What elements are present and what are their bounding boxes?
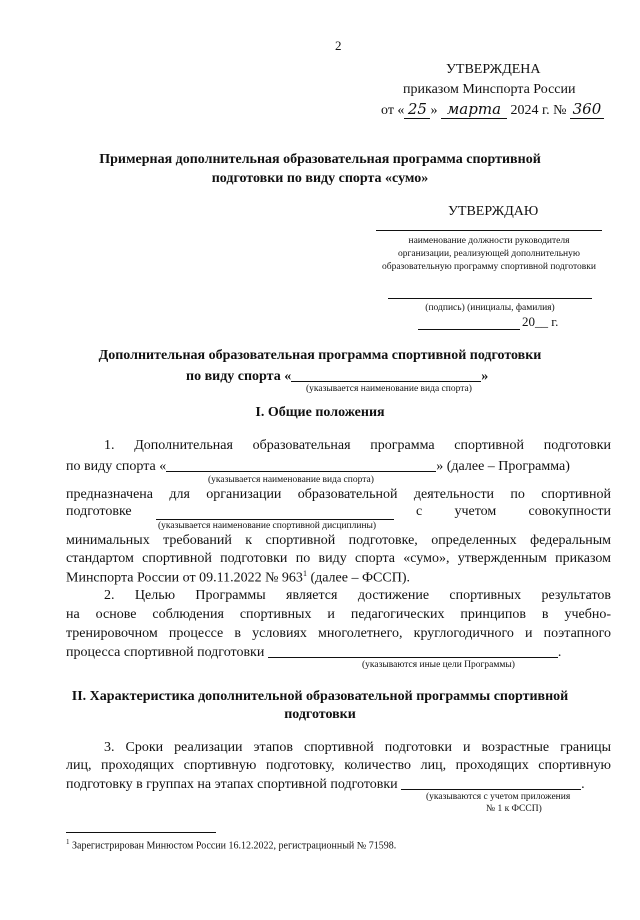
footnote [66,838,396,851]
p1-line3: предназначена для организации образовательной деятельности по спортивной [66,487,611,502]
p2-caption: (указываются иные цели Программы) [362,660,515,670]
p3-caption2: № 1 к ФССП) [486,804,542,814]
sport-name-caption: (указывается наименование вида спорта) [306,384,472,394]
doc-title-line1: Примерная дополнительная образовательная программа спортивной [99,152,541,167]
footnote-ref: 1 [302,569,307,578]
p3-line1: 3. Сроки реализации этапов спортивной подготовки и возрастные границы [104,740,611,755]
approval-quote: » [430,103,438,118]
p1-line7 [66,569,410,587]
p3-groups-field [401,775,581,790]
p2-line2: на основе соблюдения спортивных и педагогических принципов в учебно- [66,607,611,622]
program-title-line1: Дополнительная образовательная программа спортивной подготовки [98,348,542,363]
approval-year-no: 2024 г. № [510,103,567,118]
signature-line [388,298,592,299]
date-line [418,329,520,330]
p1-line1: 1. Дополнительная образовательная программа спортивной подготовки [104,438,611,453]
approver-caption-line3: образовательную программу спортивной подготовки [381,262,596,272]
p3-line3-prefix: подготовку в группах на этапах спортивной подготовки [66,777,398,792]
p1-line6: стандартом спортивной подготовки по виду спорта «сумо», утвержденным приказом [66,551,611,566]
p3-line3-suffix: . [581,777,585,792]
p1-caption1: (указывается наименование вида спорта) [208,475,374,485]
approval-from: от « [381,103,405,118]
approval-number: 360 [570,100,604,119]
page-number: 2 [335,38,342,53]
date-year: 20__ г. [522,314,559,329]
approval-date-line [381,100,604,119]
p1-line5: минимальных требований к спортивной подготовке, определенных федеральным [66,533,611,548]
section1-heading: I. Общие положения [255,405,385,420]
p2-line4-suffix: . [557,645,562,660]
p1-sport-field [166,457,436,472]
approval-day: 25 [404,100,430,119]
sport-name-field [291,367,481,382]
p1-line4-prefix: подготовке [66,504,132,519]
p2-line3: тренировочном процессе в условиях многолетнего, круглогодичного и поэтапного [66,626,611,641]
p2-goals-field [268,643,558,658]
doc-title-line2: подготовки по виду спорта «сумо» [211,171,429,186]
approval-month: марта [441,100,507,119]
p1-line2-prefix: по виду спорта « [66,459,167,474]
program-title-prefix: по виду спорта « [186,369,292,384]
approval-order: приказом Минспорта России [403,82,576,97]
program-title-suffix: » [481,369,489,384]
p2-line1: 2. Целью Программы является достижение спортивных результатов [104,588,611,603]
p1-caption2: (указывается наименование спортивной дисциплины) [158,521,377,531]
section2-heading-line2: подготовки [284,707,356,722]
footnote-text: Зарегистрирован Минюстом России 16.12.2022, регистрационный № 71598. [72,840,397,852]
p1-line7-a: Минспорта России от 09.11.2022 № 963 [66,570,303,586]
p3-line2: лиц, проходящих спортивную подготовку, количество лиц, проходящих спортивную [66,758,611,773]
footnote-mark: 1 [66,838,70,846]
approval-title: УТВЕРЖДЕНА [446,62,541,77]
approver-position-line [376,230,602,231]
p1-line2-suffix: » (далее – Программа) [436,459,570,474]
p3-caption1: (указываются с учетом приложения [426,792,571,802]
section2-heading-line1: II. Характеристика дополнительной образовательной программы спортивной [71,689,569,704]
approver-caption-line1: наименование должности руководителя [408,236,570,246]
signature-caption: (подпись) (инициалы, фамилия) [425,303,555,313]
p1-line2 [66,457,570,475]
approve-label: УТВЕРЖДАЮ [448,204,539,219]
p2-line4-prefix: процесса спортивной подготовки [66,645,265,660]
footnote-separator [66,832,216,833]
approver-caption-line2: организации, реализующей дополнительную [398,249,580,259]
p1-line4-suffix: с учетом совокупности [416,504,611,519]
p1-line7-b: (далее – ФССП). [306,570,410,586]
